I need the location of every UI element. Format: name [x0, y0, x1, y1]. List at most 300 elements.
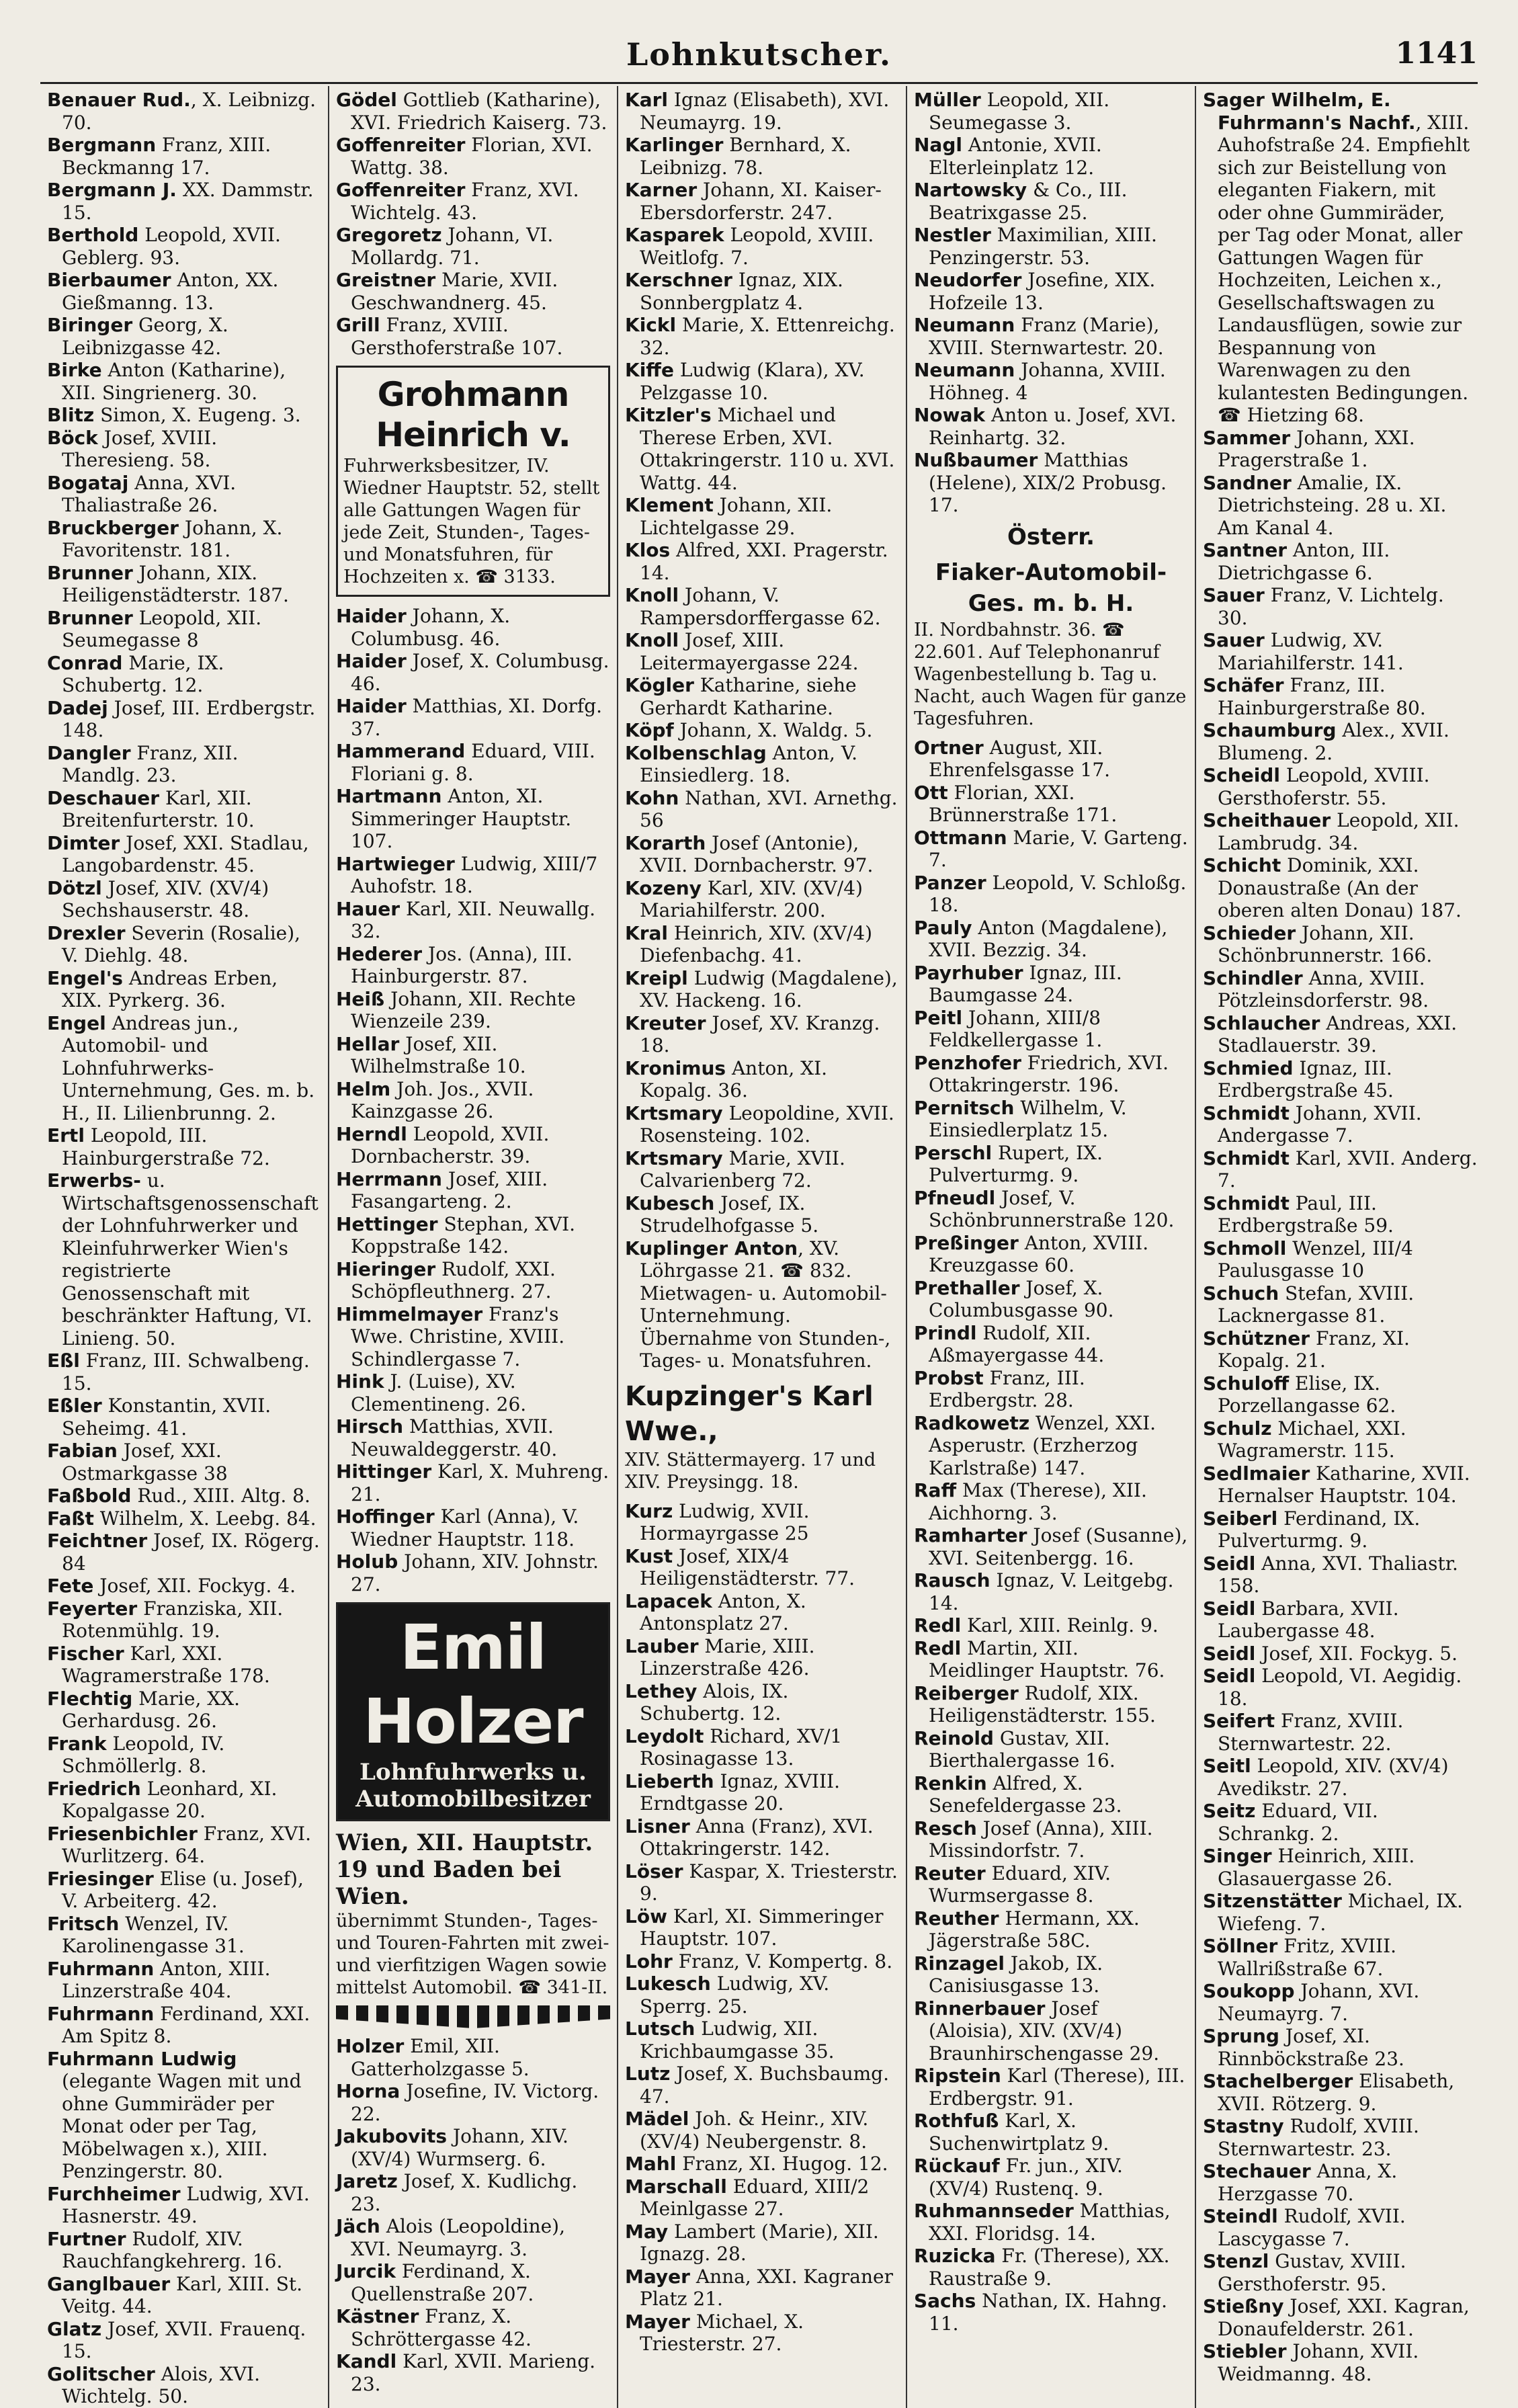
- directory-entry: [1203, 1935, 1478, 1980]
- entry-address: Johann, XIV. (XV/4) Wurmserg. 6.: [351, 2125, 568, 2170]
- directory-entry: [625, 2153, 899, 2175]
- entry-name: Seifert: [1203, 1710, 1275, 1732]
- entry-name: Seidl: [1203, 1597, 1256, 1620]
- directory-entry: [336, 1550, 610, 1595]
- directory-entry: [1203, 2115, 1478, 2160]
- entry-name: Mädel: [625, 2108, 689, 2130]
- entry-address: Fritz, XVIII. Wallrißstraße 67.: [1218, 1935, 1397, 1980]
- directory-entry: [914, 359, 1188, 404]
- directory-entry: [914, 2245, 1188, 2290]
- entry-name: Schlaucher: [1203, 1011, 1320, 1034]
- directory-entry: [47, 832, 321, 877]
- entry-name: Ramharter: [914, 1524, 1027, 1546]
- directory-entry: [625, 1973, 899, 2018]
- entry-name: Kiffe: [625, 359, 674, 381]
- entry-address: Leopold, XVIII. Gersthoferstr. 55.: [1218, 764, 1430, 809]
- entry-address: Rudolf, XIV. Rauchfangkehrerg. 16.: [62, 2227, 283, 2272]
- entry-name: Scheithauer: [1203, 809, 1331, 831]
- directory-entry: [336, 988, 610, 1033]
- entry-address: Anton, XIII. Linzerstraße 404.: [62, 1957, 271, 2002]
- entry-address: Leopold, XVII. Geblerg. 93.: [62, 224, 281, 269]
- entry-address: Ferdinand, XXI. Am Spitz 8.: [62, 2002, 310, 2047]
- directory-entry: [914, 737, 1188, 782]
- entry-name: Hieringer: [336, 1257, 436, 1280]
- entry-address: Marie, XX. Gerhardusg. 26.: [62, 1687, 241, 1732]
- directory-entry: [1203, 629, 1478, 674]
- directory-entry: [914, 404, 1188, 449]
- directory-entry: [914, 1479, 1188, 1524]
- entry-address: Josef, XVIII. Theresieng. 58.: [62, 426, 218, 471]
- directory-entry: [1203, 1980, 1478, 2025]
- entry-address: Eduard, XIII/2 Meinlgasse 27.: [640, 2175, 870, 2220]
- entry-address: Franz, V. Lichtelg. 30.: [1218, 584, 1444, 629]
- directory-entry: [625, 1102, 899, 1147]
- directory-entry: [1203, 2340, 1478, 2385]
- entry-address: Johann, XIX. Heiligenstädterstr. 187.: [62, 561, 289, 606]
- entry-name: Korarth: [625, 831, 706, 854]
- entry-address: Josef, XXI. Kagran, Donaufelderstr. 261.: [1218, 2295, 1470, 2340]
- entry-name: Pauly: [914, 916, 972, 939]
- entry-name: Schmidt: [1203, 1102, 1290, 1124]
- entry-address: Josef (Susanne), XVI. Seitenbergg. 16.: [929, 1524, 1188, 1569]
- entry-address: , XV. Löhrgasse 21. ☎ 832. Mietwagen- u. Automobil-Unternehmung. Übernahme von Stunden-, Tages- u. Monatsfuhren.: [640, 1237, 891, 1372]
- entry-address: Ignaz, III. Baumgasse 24.: [929, 961, 1122, 1006]
- ad-line-2: Wien, XII. Hauptstr. 19 und Baden bei Wien.: [336, 1829, 593, 1910]
- entry-address: Ludwig, XVI. Hasnerstr. 49.: [62, 2182, 310, 2227]
- directory-entry: [914, 314, 1188, 359]
- entry-name: Rinzagel: [914, 1952, 1005, 1975]
- entry-name: Lethey: [625, 1679, 698, 1702]
- directory-entry: [47, 1350, 321, 1395]
- entry-address: Franz, III. Erdbergstr. 28.: [929, 1366, 1085, 1411]
- entry-name: Sauer: [1203, 584, 1265, 606]
- directory-entry: [336, 740, 610, 785]
- directory-entry: [47, 1012, 321, 1125]
- entry-address: Leopold, XII. Lambrudg. 34.: [1218, 809, 1460, 854]
- column-1: [40, 86, 329, 2408]
- entry-address: Franz, XVI. Wichtelg. 43.: [351, 179, 579, 224]
- entry-address: Michael, XXI. Wagramerstr. 115.: [1218, 1417, 1406, 1462]
- directory-entry: [1203, 427, 1478, 472]
- page-number: 1141: [1395, 36, 1478, 71]
- entry-name: Haider: [336, 650, 407, 672]
- entry-name: Hittinger: [336, 1460, 432, 1483]
- directory-entry: [336, 179, 610, 224]
- entry-name: Kreuter: [625, 1011, 706, 1034]
- entry-address: Joh. Jos., XVII. Kainzgasse 26.: [351, 1077, 534, 1122]
- directory-entry: [47, 2003, 321, 2048]
- entry-address: Karl, XIII. Reinlg. 9.: [961, 1614, 1158, 1636]
- entry-address: Anton, XI. Simmeringer Hauptstr. 107.: [351, 785, 572, 852]
- entry-address: Rudolf, XVIII. Sternwartestr. 23.: [1218, 2115, 1419, 2160]
- entry-address: Georg, X. Leibnizgasse 42.: [62, 314, 228, 359]
- directory-entry: [47, 359, 321, 404]
- entry-name: Stastny: [1203, 2115, 1284, 2137]
- directory-entry: [625, 1815, 899, 1860]
- entry-address: Anna, XVI. Thaliastr. 158.: [1218, 1552, 1458, 1597]
- directory-entry: [47, 1169, 321, 1350]
- entry-name: Redl: [914, 1636, 962, 1659]
- entry-address: Antonie, XVII. Elterleinplatz 12.: [929, 134, 1102, 179]
- entry-name: Mahl: [625, 2153, 677, 2175]
- entry-name: Hammerand: [336, 740, 466, 762]
- entry-name: Conrad: [47, 651, 123, 674]
- directory-entry: [914, 224, 1188, 269]
- entry-name: Glatz: [47, 2317, 102, 2340]
- directory-entry: [47, 517, 321, 562]
- entry-address: Anna (Franz), XVI. Ottakringerstr. 142.: [640, 1815, 874, 1860]
- directory-entry: [47, 224, 321, 269]
- entry-address: Josef, III. Erdbergstr. 148.: [62, 696, 316, 741]
- entry-name: Lukesch: [625, 1973, 711, 1995]
- directory-entry: [1203, 1372, 1478, 1417]
- entry-address: Anton, XI. Kopalg. 36.: [640, 1056, 828, 1102]
- entry-address: Josef, XII. Fockyg. 5.: [1255, 1642, 1458, 1665]
- entry-address: Maximilian, XIII. Penzingerstr. 53.: [929, 224, 1157, 269]
- directory-entry: [47, 1913, 321, 1958]
- entry-name: Scheidl: [1203, 764, 1280, 786]
- directory-entry: [47, 1485, 321, 1507]
- entry-name: Prethaller: [914, 1276, 1020, 1299]
- entry-name: Jakubovits: [336, 2125, 448, 2147]
- entry-address: Michael, X. Triesterstr. 27.: [640, 2310, 804, 2355]
- entry-address: Anna, XVI. Thaliastraße 26.: [62, 471, 237, 516]
- entry-address: Alfred, X. Senefeldergasse 23.: [929, 1772, 1122, 1817]
- entry-name: Löser: [625, 1860, 683, 1882]
- entry-address: Rudolf, XXI. Schöpfleuthnerg. 27.: [351, 1257, 556, 1302]
- entry-name: Gregoretz: [336, 224, 442, 246]
- entry-address: Matthias, XVII. Neuwaldeggerstr. 40.: [351, 1415, 558, 1460]
- entry-name: Peitl: [914, 1006, 963, 1029]
- directory-entry: [336, 605, 610, 650]
- entry-address: Ludwig, XV. Mariahilferstr. 141.: [1218, 629, 1404, 674]
- entry-address: Konstantin, XVII. Seheimg. 41.: [62, 1395, 271, 1440]
- entry-address: Eduard, XIV. Wurmsergasse 8.: [929, 1862, 1111, 1907]
- entry-address: Gustav, XVIII. Gersthoferstr. 95.: [1218, 2250, 1406, 2295]
- directory-entry: [47, 2228, 321, 2273]
- page-title: Lohnkutscher.: [626, 36, 892, 73]
- entry-name: Herndl: [336, 1122, 407, 1145]
- directory-entry: [1203, 1237, 1478, 1282]
- entry-address: Rudolf, XII. Aßmayergasse 44.: [929, 1321, 1105, 1366]
- entry-address: Josef, IX. Strudelhofgasse 5.: [640, 1192, 819, 1237]
- column-4: [907, 86, 1196, 2408]
- entry-address: Karl, X. Muhreng. 21.: [351, 1460, 609, 1505]
- entry-name: Kurz: [625, 1499, 673, 1522]
- directory-entry: [47, 1507, 321, 1530]
- entry-address: Michael und Therese Erben, XVI. Ottakringerstr. 110 u. XVI. Wattg. 44.: [640, 404, 895, 494]
- directory-entry: [625, 584, 899, 629]
- entry-address: & Co., III. Beatrixgasse 25.: [929, 179, 1128, 224]
- directory-entry: [625, 2175, 899, 2220]
- entry-address: Josef, XV. Kranzg. 18.: [640, 1011, 880, 1056]
- entry-address: Florian, XXI. Brünnerstraße 171.: [929, 781, 1118, 826]
- entry-address: Leopold, XVIII. Weitlofg. 7.: [640, 224, 874, 269]
- entry-name: Müller: [914, 89, 981, 111]
- entry-address: Josefine, XIX. Hofzeile 13.: [929, 269, 1156, 314]
- entry-name: Kuplinger Anton: [625, 1237, 798, 1259]
- entry-name: Redl: [914, 1614, 962, 1636]
- directory-entry: [914, 917, 1188, 962]
- entry-name: Knoll: [625, 584, 679, 606]
- entry-name: Sprung: [1203, 2025, 1279, 2047]
- entry-address: Lambert (Marie), XII. Ignazg. 28.: [640, 2220, 879, 2265]
- entry-name: Sachs: [914, 2290, 976, 2312]
- entry-name: Stiebler: [1203, 2340, 1287, 2362]
- directory-entry: [625, 719, 899, 742]
- entry-address: Franz, X. Schröttergasse 42.: [351, 2305, 532, 2350]
- entry-address: Johann, XII. Rechte Wienzeile 239.: [351, 987, 576, 1032]
- entry-name: Nartowsky: [914, 179, 1027, 201]
- entry-name: Santner: [1203, 539, 1288, 561]
- entry-name: Neumann: [914, 359, 1015, 381]
- entry-address: Wilhelm, V. Einsiedlerplatz 15.: [929, 1096, 1127, 1141]
- entry-name: Schieder: [1203, 921, 1296, 944]
- entry-name: Kral: [625, 921, 668, 944]
- directory-entry: [47, 1778, 321, 1823]
- directory-entry: [625, 1770, 899, 1815]
- entry-name: Neumann: [914, 314, 1015, 336]
- entry-name: Helm: [336, 1077, 391, 1100]
- directory-entry: [1203, 719, 1478, 764]
- entry-address: Hermann, XX. Jägerstraße 58C.: [929, 1907, 1140, 1952]
- entry-name: Schützner: [1203, 1327, 1310, 1350]
- entry-address: Marie, V. Garteng. 7.: [929, 826, 1188, 871]
- entry-address: Josef, XI. Rinnböckstraße 23.: [1218, 2025, 1404, 2070]
- directory-entry: [1203, 1282, 1478, 1327]
- directory-entry: [47, 404, 321, 427]
- directory-entry: [914, 1524, 1188, 1569]
- entry-name: Rinnerbauer: [914, 1997, 1046, 2020]
- entry-name: Fete: [47, 1575, 94, 1597]
- entry-name: Sedlmaier: [1203, 1462, 1310, 1485]
- entry-name: Feichtner: [47, 1530, 148, 1552]
- directory-entry: [914, 89, 1188, 134]
- entry-name: Goffenreiter: [336, 134, 466, 156]
- directory-entry: [1203, 1755, 1478, 1800]
- directory-entry: [914, 1052, 1188, 1097]
- directory-entry: [47, 1124, 321, 1169]
- directory-entry: [914, 782, 1188, 827]
- entry-address: Ignaz, XVIII. Erndtgasse 20.: [640, 1770, 840, 1815]
- directory-entry: [336, 2260, 610, 2305]
- entry-address: Josef, XXI. Stadlau, Langobardenstr. 45.: [62, 831, 309, 876]
- entry-address: Johann, XII. Schönbrunnerstr. 166.: [1218, 921, 1433, 966]
- entry-name: Sitzenstätter: [1203, 1890, 1342, 1912]
- entry-address: Fr. jun., XIV. (XV/4) Rustenq. 9.: [929, 2155, 1123, 2200]
- entry-name: Bierbaumer: [47, 269, 171, 291]
- entry-address: Karl, XIV. (XV/4) Mariahilferstr. 200.: [640, 876, 863, 921]
- entry-name: Sauer: [1203, 629, 1265, 651]
- entry-name: Engel's: [47, 966, 123, 989]
- directory-entry: [914, 449, 1188, 517]
- entry-name: Klos: [625, 539, 671, 561]
- directory-entry: [47, 134, 321, 179]
- entry-name: Seitl: [1203, 1755, 1251, 1777]
- entry-name: Lieberth: [625, 1770, 714, 1792]
- entry-name: Kasparek: [625, 224, 724, 246]
- entry-address: Johann, XVI. Neumayrg. 7.: [1218, 1980, 1420, 2025]
- directory-entry: [1203, 2025, 1478, 2070]
- entry-address: Johann, XI. Kaiser-Ebersdorferstr. 247.: [640, 179, 882, 224]
- entry-address: Wenzel, III/4 Paulusgasse 10: [1218, 1237, 1413, 1282]
- entry-name: Herrmann: [336, 1167, 442, 1190]
- entry-address: Josef, XIII. Leitermayergasse 224.: [640, 629, 859, 674]
- entry-name: Hirsch: [336, 1415, 404, 1438]
- directory-entry: [625, 314, 899, 359]
- directory-entry: [625, 179, 899, 224]
- entry-address: Wilhelm, X. Leebg. 84.: [93, 1507, 317, 1530]
- directory-entry: [625, 877, 899, 922]
- directory-entry: [336, 2125, 610, 2170]
- entry-name: Schäfer: [1203, 674, 1284, 696]
- column-5: [1196, 86, 1485, 2408]
- entry-name: Resch: [914, 1817, 977, 1839]
- directory-entry: [1203, 922, 1478, 967]
- entry-name: Sammer: [1203, 426, 1291, 449]
- entry-list: [47, 89, 321, 2408]
- directory-entry: [1203, 2070, 1478, 2115]
- entry-address: Franz, XI. Hugog. 12.: [676, 2153, 888, 2175]
- entry-name: Frank: [47, 1732, 107, 1755]
- entry-name: Hink: [336, 1370, 384, 1393]
- entry-address: Nathan, XVI. Arnethg. 56: [640, 786, 898, 831]
- ad-line-1: Lohnfuhrwerks u. Automobilbesitzer: [355, 1759, 591, 1813]
- entry-address: Josef (Antonie), XVII. Dornbacherstr. 97.: [640, 831, 874, 876]
- entry-address: Ludwig, XIII/7 Auhofstr. 18.: [351, 852, 598, 897]
- entry-name: Kerschner: [625, 269, 732, 291]
- entry-address: Heinrich, XIV. (XV/4) Diefenbachg. 41.: [640, 921, 873, 966]
- entry-name: Prindl: [914, 1321, 977, 1344]
- directory-entry: [914, 1142, 1188, 1187]
- directory-entry: [1203, 1710, 1478, 1755]
- directory-entry: [47, 2318, 321, 2363]
- directory-entry: [336, 2215, 610, 2260]
- directory-entry: [625, 922, 899, 967]
- directory-entry: [625, 2266, 899, 2311]
- directory-entry: [336, 785, 610, 853]
- entry-name: Nowak: [914, 404, 986, 426]
- directory-entry: [47, 877, 321, 922]
- entry-name: Erwerbs-: [47, 1169, 141, 1192]
- directory-entry: [914, 1277, 1188, 1322]
- entry-name: Haider: [336, 695, 407, 717]
- directory-entry: [1203, 1643, 1478, 1665]
- directory-entry: [914, 1322, 1188, 1367]
- entry-address: Fr. (Therese), XX. Raustraße 9.: [929, 2245, 1170, 2290]
- entry-address: Eduard, VIII. Floriani g. 8.: [351, 740, 595, 785]
- entry-address: Alois, IX. Schubertg. 12.: [640, 1679, 789, 1725]
- entry-name: Fuhrmann: [47, 1957, 155, 1980]
- directory-entry: [914, 1682, 1188, 1727]
- entry-address: , XIII. Auhofstraße 24. Empfiehlt sich zur Beistellung von eleganten Fiakern, mit oder ohne Gummiräder, per Tag oder Monat, aller Gattungen Wagen für Hochzeiten, Leichen x., Gesellschaftswagen zu Landausflügen, sowie zur Bespannung von Warenwagen zu den kulantesten Bedingungen. ☎ Hietzing 68.: [1218, 111, 1470, 426]
- entry-address: Karl, XVII. Marieng. 23.: [351, 2350, 596, 2395]
- directory-entry: [1203, 1552, 1478, 1597]
- entry-name: Rausch: [914, 1569, 990, 1591]
- entry-name: Schindler: [1203, 966, 1303, 989]
- entry-address: Josef (Anna), XIII. Missindorfstr. 7.: [929, 1817, 1153, 1862]
- entry-name: May: [625, 2220, 669, 2243]
- entry-name: Mayer: [625, 2310, 690, 2333]
- directory-entry: [914, 1772, 1188, 1817]
- ad-body: Fuhrwerksbesitzer, IV. Wiedner Hauptstr. 52, stellt alle Gattungen Wagen für jede Zeit, Stunden-, Tages- und Monatsfuhren, für Hochzeiten x. ☎ 3133.: [343, 456, 600, 587]
- entry-list: [625, 89, 899, 1372]
- entry-name: Karner: [625, 179, 698, 201]
- entry-name: Rückauf: [914, 2155, 1000, 2177]
- column-3: [618, 86, 907, 2408]
- entry-name: Ertl: [47, 1124, 85, 1147]
- directory-entry: [47, 922, 321, 967]
- columns: [40, 86, 1485, 2407]
- entry-address: Franz, XVIII. Sternwartestr. 22.: [1218, 1710, 1404, 1755]
- entry-address: Rudolf, XVII. Lascygasse 7.: [1218, 2205, 1406, 2250]
- directory-entry: [47, 967, 321, 1012]
- entry-address: Leopoldine, XVII. Rosensteing. 102.: [640, 1102, 894, 1147]
- entry-name: Stießny: [1203, 2295, 1284, 2317]
- entry-name: Nagl: [914, 134, 962, 156]
- directory-entry: [625, 1500, 899, 1545]
- entry-address: Severin (Rosalie), V. Diehlg. 48.: [62, 921, 301, 966]
- entry-name: Fischer: [47, 1642, 124, 1665]
- entry-name: Bruckberger: [47, 516, 179, 539]
- entry-address: Anna, X. Herzgasse 70.: [1218, 2160, 1398, 2205]
- directory-entry: [47, 2183, 321, 2228]
- entry-name: Faßt: [47, 1507, 94, 1530]
- entry-name: Lapacek: [625, 1589, 712, 1612]
- entry-name: Eßl: [47, 1350, 80, 1372]
- entry-address: J. (Luise), XV. Clementineng. 26.: [351, 1370, 527, 1415]
- entry-address: Karl, XI. Simmeringer Hauptstr. 107.: [640, 1905, 884, 1950]
- entry-name: Renkin: [914, 1772, 987, 1794]
- entry-address: Josef, XIV. (XV/4) Sechshauserstr. 48.: [62, 876, 269, 921]
- directory-entry: [625, 787, 899, 832]
- directory-entry: [1203, 89, 1478, 427]
- entry-name: Fabian: [47, 1440, 118, 1462]
- entry-address: Leonhard, XI. Kopalgasse 20.: [62, 1777, 278, 1822]
- entry-name: Heiß: [336, 987, 385, 1010]
- entry-name: Horna: [336, 2080, 400, 2102]
- entry-name: Pernitsch: [914, 1096, 1015, 1119]
- entry-address: Anton, X. Antonsplatz 27.: [640, 1589, 806, 1634]
- directory-entry: [625, 1147, 899, 1192]
- directory-entry: [625, 1545, 899, 1590]
- entry-name: Ortner: [914, 736, 984, 759]
- entry-address: Anton, XVIII. Kreuzgasse 60.: [929, 1231, 1149, 1276]
- entry-address: Karl, XVII. Anderg. 7.: [1218, 1147, 1478, 1192]
- advertisement-holzer: [336, 1602, 610, 1821]
- ad-title: Emil Holzer: [363, 1612, 583, 1757]
- entry-address: Rudolf, XIX. Heiligenstädterstr. 155.: [929, 1682, 1156, 1727]
- entry-address: Johann, XXI. Pragerstraße 1.: [1218, 426, 1415, 471]
- entry-name: Seidl: [1203, 1552, 1256, 1575]
- directory-entry: [625, 1590, 899, 1635]
- entry-address: Rud., XIII. Altg. 8.: [131, 1485, 310, 1507]
- entry-name: Goffenreiter: [336, 179, 466, 201]
- directory-entry: [1203, 1845, 1478, 1890]
- entry-name: Seitz: [1203, 1800, 1256, 1822]
- entry-address: Wenzel, XXI. Asperustr. (Erzherzog Karlstraße) 147.: [929, 1411, 1156, 1479]
- directory-entry: [336, 2035, 610, 2080]
- entry-name: Karlinger: [625, 134, 724, 156]
- entry-name: Jäch: [336, 2215, 380, 2237]
- entry-address: Anton (Katharine), XII. Singrienerg. 30.: [62, 359, 286, 404]
- page-header: [40, 36, 1478, 83]
- entry-address: Anton, V. Einsiedlerg. 18.: [640, 741, 858, 786]
- entry-name: Schulz: [1203, 1417, 1272, 1440]
- entry-address: Paul, III. Erdbergstraße 59.: [1218, 1192, 1394, 1237]
- directory-entry: [1203, 1800, 1478, 1845]
- directory-entry: [336, 943, 610, 988]
